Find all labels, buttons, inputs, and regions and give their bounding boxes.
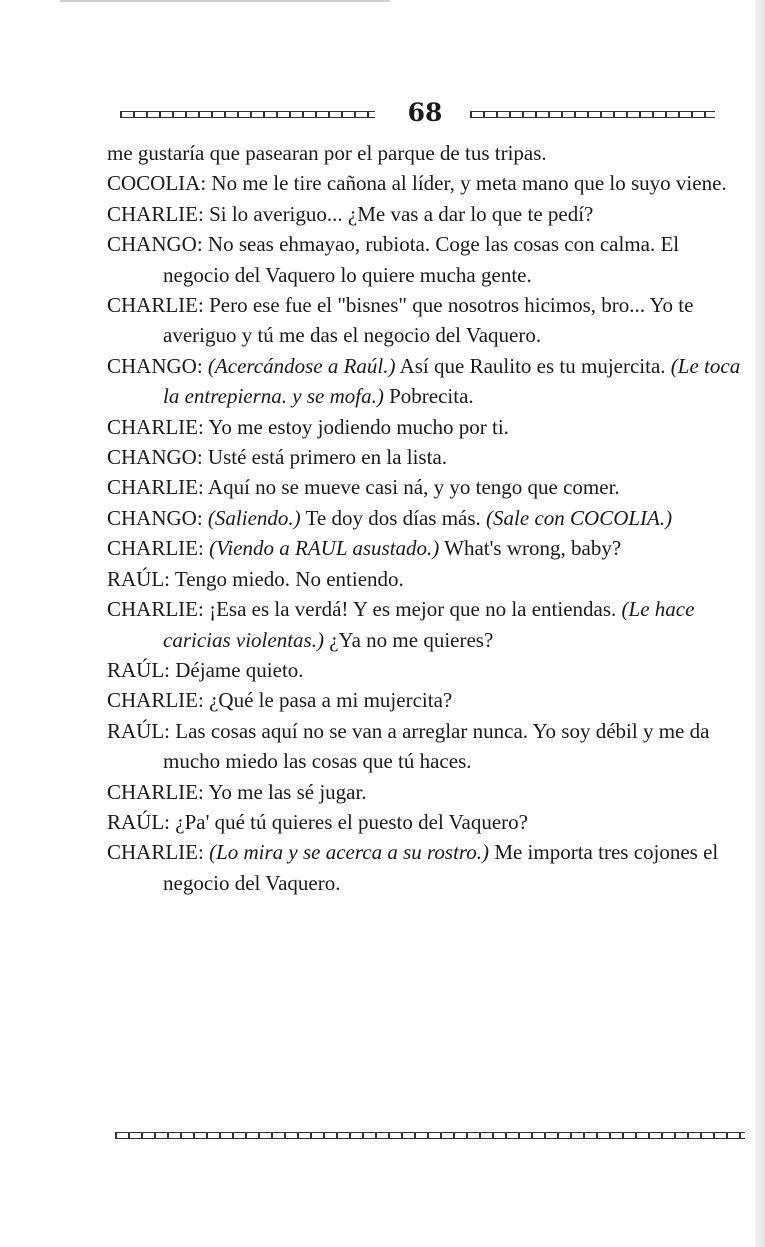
speaker-name: RAÚL: <box>107 657 170 682</box>
stage-direction: (Acercándose a Raúl.) <box>207 353 396 378</box>
page-header <box>120 98 715 128</box>
dialogue-text: Yo me estoy jodiendo mucho por ti. <box>208 414 509 439</box>
dialogue-line <box>107 442 747 472</box>
footer-chain-ornament <box>115 1132 745 1139</box>
dialogue-text: Así que Raulito es tu mujercita. <box>395 353 671 378</box>
dialogue-text: Aquí no se mueve casi ná, y yo tengo que comer. <box>207 475 620 500</box>
dialogue-text: me gustaría que pasearan por el parque de tus tripas. <box>107 141 547 165</box>
stage-direction: (Lo mira y se acerca a su rostro.) <box>209 840 490 865</box>
dialogue-text: Usté está primero en la lista. <box>207 445 448 470</box>
speaker-name: RAÚL: <box>107 809 170 834</box>
header-chain-ornament-left <box>120 111 375 118</box>
dialogue-line <box>107 472 747 502</box>
dialogue-text: What's wrong, baby? <box>439 536 622 561</box>
dialogue-text: Pero ese fue el "bisnes" que nosotros hicimos, bro... Yo te averiguo y tú me das el negocio del Vaquero. <box>163 293 694 348</box>
dialogue-line <box>107 655 747 685</box>
speaker-name: CHARLIE: <box>107 688 204 713</box>
dialogue-line <box>107 168 747 198</box>
speaker-name: RAÚL: <box>107 566 170 591</box>
dialogue-line <box>107 685 747 715</box>
dialogue-text: Tengo miedo. No entiendo. <box>174 566 404 591</box>
dialogue-text: No me le tire cañona al líder, y meta mano que lo suyo viene. <box>211 171 727 196</box>
dialogue-text: Déjame quieto. <box>175 657 304 682</box>
dialogue-line <box>107 533 747 563</box>
play-script-text <box>107 138 747 898</box>
dialogue-text: Me importa tres cojones el negocio del Vaquero. <box>163 840 719 895</box>
scan-edge-top <box>60 0 390 2</box>
stage-direction: (Saliendo.) <box>207 505 301 530</box>
dialogue-line <box>107 503 747 533</box>
speaker-name: CHARLIE: <box>107 201 204 226</box>
dialogue-text: Las cosas aquí no se van a arreglar nunca. Yo soy débil y me da mucho miedo las cosas que tú haces. <box>163 718 710 774</box>
stage-direction: (Viendo a RAUL asustado.) <box>209 536 440 561</box>
dialogue-text: No seas ehmayao, rubiota. Coge las cosas con calma. El negocio del Vaquero lo quiere mucha gente. <box>163 232 680 287</box>
speaker-name: CHANGO: <box>107 505 203 530</box>
speaker-name: CHARLIE: <box>107 536 204 561</box>
dialogue-text: ¿Pa' qué tú quieres el puesto del Vaquero? <box>175 809 528 834</box>
stage-direction: (Le toca la entrepierna. y se mofa.) <box>163 353 741 409</box>
dialogue-line <box>107 229 747 290</box>
speaker-name: CHARLIE: <box>107 840 204 865</box>
speaker-name: CHANGO: <box>107 445 203 470</box>
dialogue-text: Yo me las sé jugar. <box>208 779 367 804</box>
dialogue-line <box>107 716 747 777</box>
stage-direction: (Sale con COCOLIA.) <box>486 505 673 530</box>
dialogue-line <box>107 199 747 229</box>
speaker-name: RAÚL: <box>107 718 170 743</box>
dialogue-line <box>107 594 747 655</box>
page-number: 68 <box>407 98 443 127</box>
dialogue-line <box>107 412 747 442</box>
dialogue-line <box>107 290 747 351</box>
speaker-name: CHARLIE: <box>107 293 204 318</box>
speaker-name: CHARLIE: <box>107 779 204 804</box>
scan-edge-right <box>755 0 765 1247</box>
stage-direction: (Le hace caricias violentas.) <box>163 597 695 652</box>
speaker-name: CHARLIE: <box>107 597 204 622</box>
dialogue-line <box>107 351 747 412</box>
dialogue-text: Te doy dos días más. <box>300 505 487 530</box>
speaker-name: CHANGO: <box>107 353 203 378</box>
dialogue-text: Si lo averiguo... ¿Me vas a dar lo que te pedí? <box>209 201 594 226</box>
speaker-name: CHARLIE: <box>107 414 204 439</box>
speaker-name: COCOLIA: <box>107 171 207 196</box>
dialogue-line <box>107 564 747 594</box>
dialogue-line <box>107 777 747 807</box>
speaker-name: CHARLIE: <box>107 475 204 500</box>
dialogue-text: Pobrecita. <box>383 384 474 409</box>
dialogue-text: ¡Esa es la verdá! Y es mejor que no la entiendas. <box>209 597 622 622</box>
speaker-name: CHANGO: <box>107 232 203 257</box>
dialogue-line <box>107 807 747 837</box>
header-chain-ornament-right <box>470 111 715 118</box>
dialogue-text: ¿Ya no me quieres? <box>323 627 494 652</box>
dialogue-line <box>107 138 747 168</box>
dialogue-line <box>107 837 747 898</box>
dialogue-text: ¿Qué le pasa a mi mujercita? <box>209 688 453 713</box>
